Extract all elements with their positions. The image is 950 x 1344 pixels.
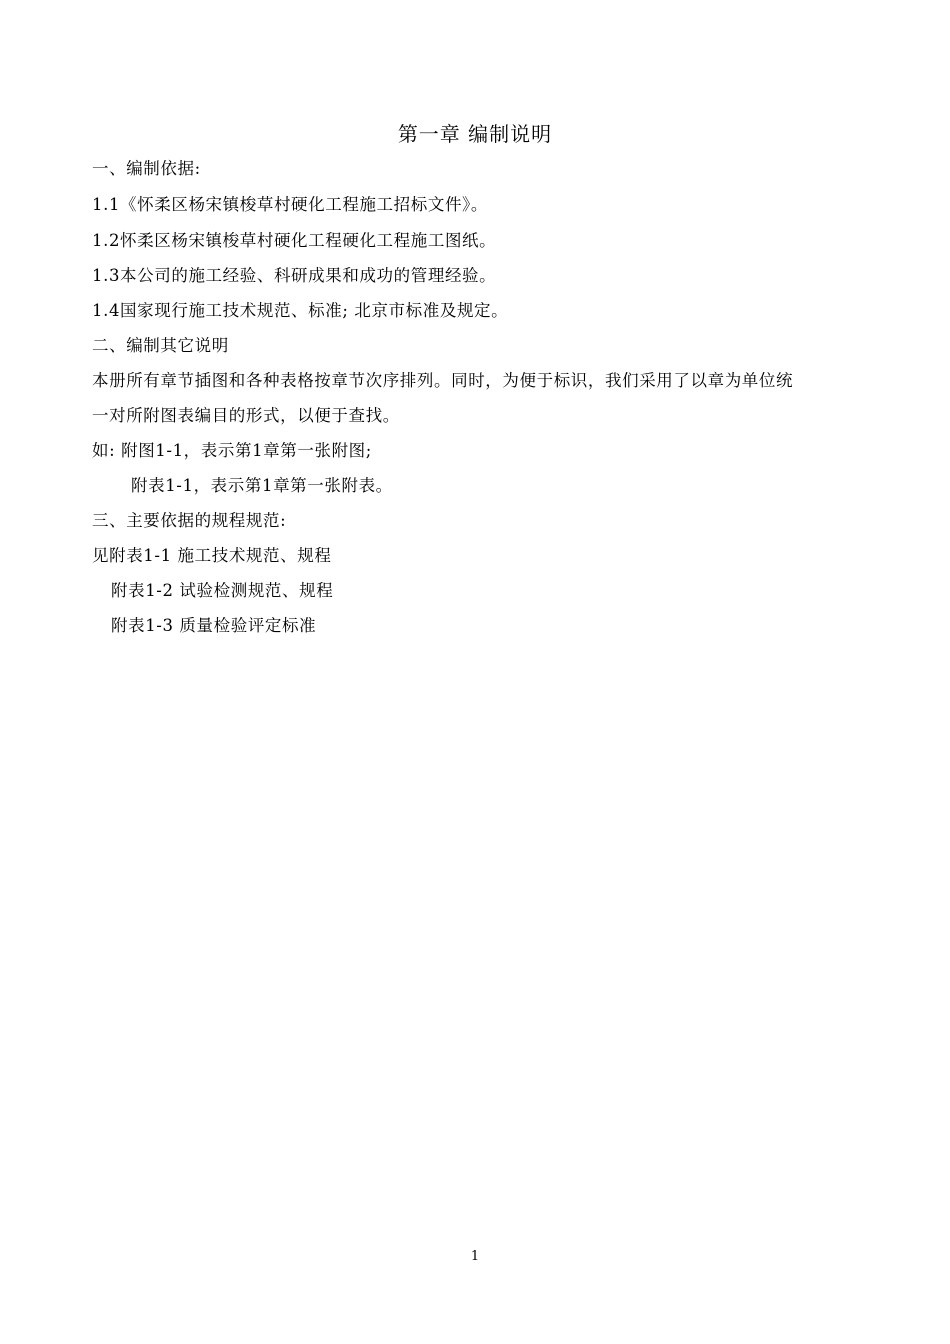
standards-item-2: 附表1-2 试验检测规范、规程 [111, 581, 334, 600]
section-heading-basis: 一、编制依据: [92, 159, 201, 178]
basis-item-4: 1.4国家现行施工技术规范、标准; 北京市标准及规定。 [92, 301, 509, 320]
paragraph-line-1: 本册所有章节插图和各种表格按章节次序排列。同时，为便于标识，我们采用了以章为单位统 [92, 371, 794, 390]
basis-item-3: 1.3本公司的施工经验、科研成果和成功的管理经验。 [92, 266, 497, 285]
standards-item-3: 附表1-3 质量检验评定标准 [111, 616, 317, 635]
example-line-figure: 如: 附图1-1，表示第1章第一张附图; [92, 441, 372, 460]
basis-item-1: 1.1《怀柔区杨宋镇梭草村硬化工程施工招标文件》。 [92, 195, 488, 214]
section-heading-standards: 三、主要依据的规程规范: [92, 511, 287, 530]
basis-item-2: 1.2怀柔区杨宋镇梭草村硬化工程硬化工程施工图纸。 [92, 231, 497, 250]
chapter-title: 第一章 编制说明 [397, 122, 553, 146]
page-number: 1 [470, 1249, 480, 1264]
section-heading-other-notes: 二、编制其它说明 [92, 336, 229, 355]
paragraph-line-2: 一对所附图表编目的形式，以便于查找。 [92, 406, 400, 425]
standards-item-1: 见附表1-1 施工技术规范、规程 [92, 546, 332, 565]
example-line-table: 附表1-1，表示第1章第一张附表。 [131, 476, 393, 495]
